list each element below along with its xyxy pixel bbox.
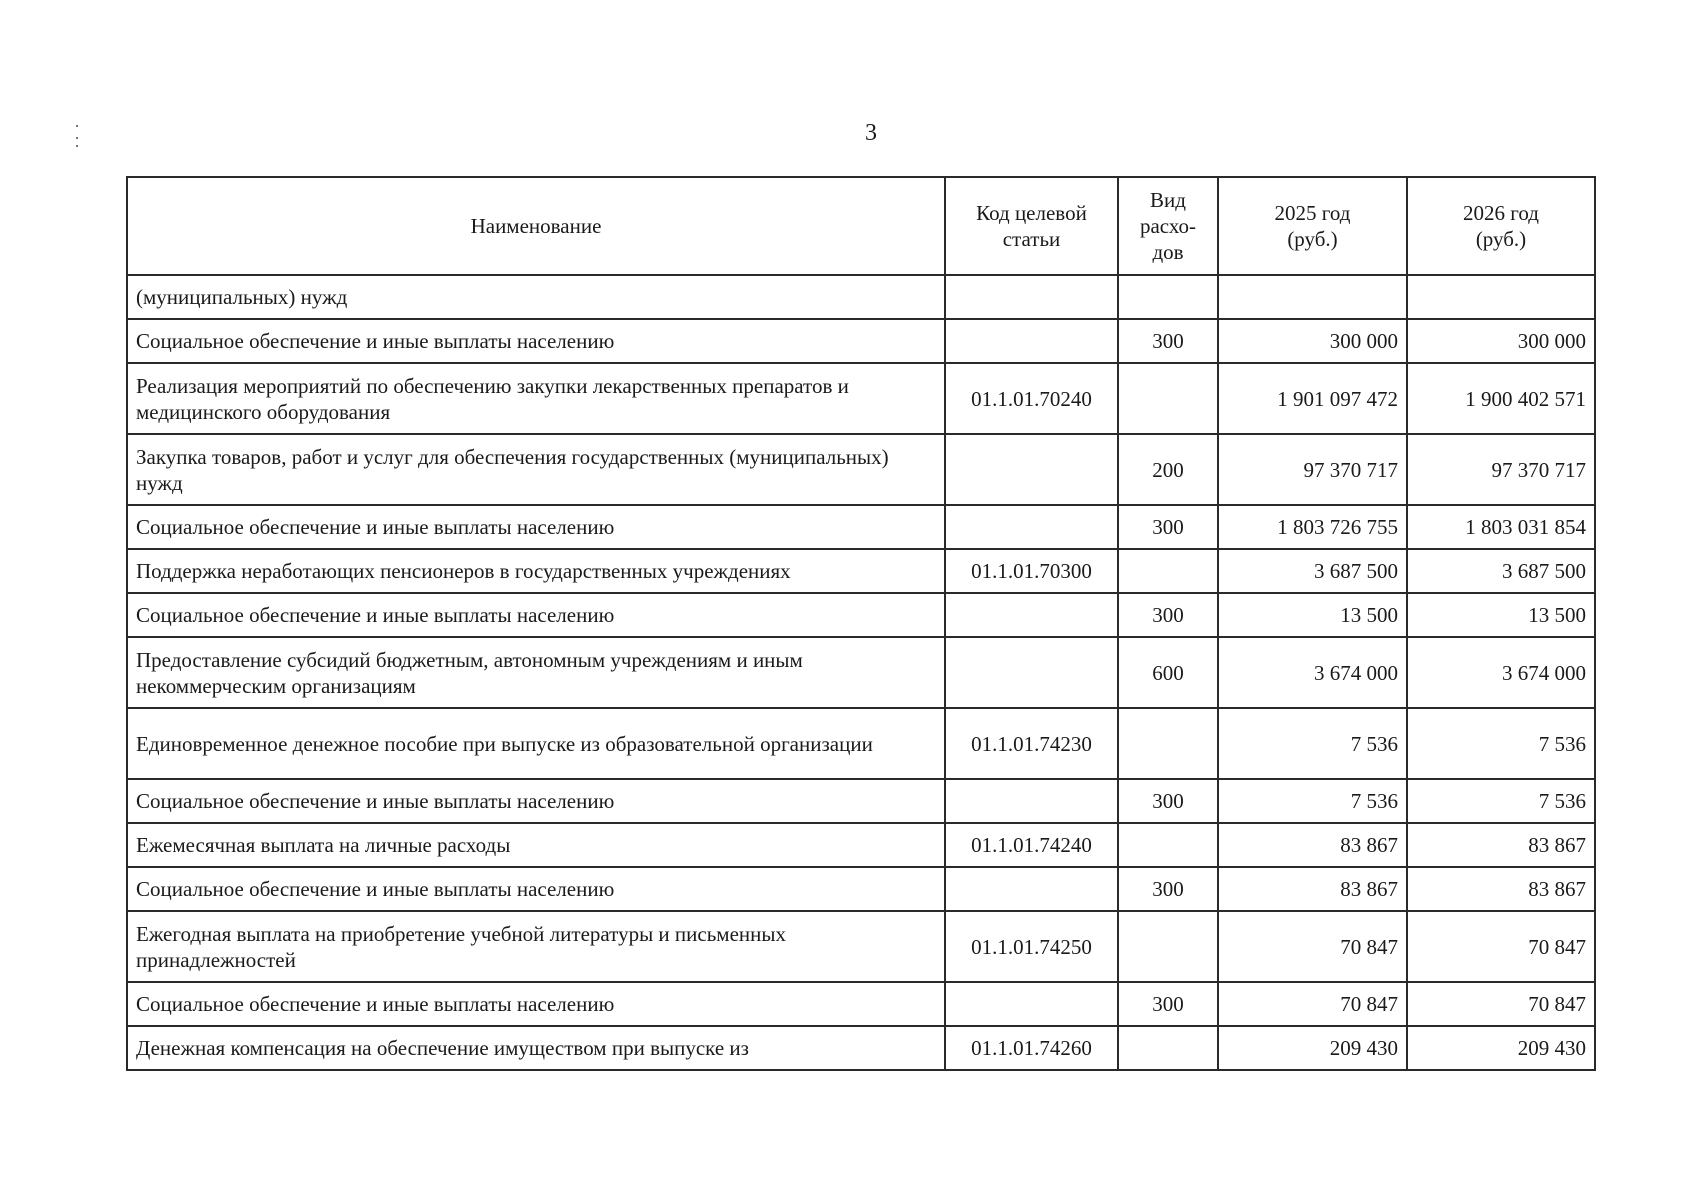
header-type-line: Вид bbox=[1150, 188, 1186, 212]
cell-2026 bbox=[1407, 275, 1595, 319]
cell-name: Социальное обеспечение и иные выплаты населению bbox=[127, 779, 945, 823]
cell-2026: 83 867 bbox=[1407, 823, 1595, 867]
table-row bbox=[127, 823, 1595, 867]
header-code-line: статьи bbox=[1002, 227, 1061, 251]
cell-name: Денежная компенсация на обеспечение имуществом при выпуске из bbox=[127, 1026, 945, 1070]
cell-name: Реализация мероприятий по обеспечению закупки лекарственных препаратов и медицинского оборудования bbox=[127, 363, 945, 434]
table-row bbox=[127, 319, 1595, 363]
cell-code bbox=[945, 867, 1118, 911]
cell-2026: 83 867 bbox=[1407, 867, 1595, 911]
scan-speck bbox=[76, 125, 78, 127]
cell-code bbox=[945, 779, 1118, 823]
cell-2025: 83 867 bbox=[1218, 867, 1407, 911]
cell-name: Социальное обеспечение и иные выплаты населению bbox=[127, 505, 945, 549]
cell-name: Социальное обеспечение и иные выплаты населению bbox=[127, 867, 945, 911]
scan-speck bbox=[76, 145, 78, 147]
cell-code bbox=[945, 434, 1118, 505]
table-row bbox=[127, 708, 1595, 779]
column-header-code bbox=[945, 177, 1118, 275]
cell-2025: 13 500 bbox=[1218, 593, 1407, 637]
cell-2025: 97 370 717 bbox=[1218, 434, 1407, 505]
cell-expense-type bbox=[1118, 363, 1218, 434]
cell-expense-type: 300 bbox=[1118, 593, 1218, 637]
column-header-name: Наименование bbox=[127, 177, 945, 275]
header-type-line: расхо- bbox=[1139, 214, 1197, 238]
cell-2025: 209 430 bbox=[1218, 1026, 1407, 1070]
cell-name: Ежемесячная выплата на личные расходы bbox=[127, 823, 945, 867]
cell-2026: 97 370 717 bbox=[1407, 434, 1595, 505]
cell-expense-type: 200 bbox=[1118, 434, 1218, 505]
budget-table bbox=[126, 176, 1596, 1071]
table-row bbox=[127, 911, 1595, 982]
table-row bbox=[127, 637, 1595, 708]
cell-2025: 1 901 097 472 bbox=[1218, 363, 1407, 434]
cell-2025: 70 847 bbox=[1218, 982, 1407, 1026]
cell-2025: 70 847 bbox=[1218, 911, 1407, 982]
table-body bbox=[127, 275, 1595, 1070]
cell-code bbox=[945, 275, 1118, 319]
cell-name: Единовременное денежное пособие при выпуске из образовательной организации bbox=[127, 708, 945, 779]
cell-expense-type bbox=[1118, 275, 1218, 319]
cell-2025: 83 867 bbox=[1218, 823, 1407, 867]
cell-name: Ежегодная выплата на приобретение учебной литературы и письменных принадлежностей bbox=[127, 911, 945, 982]
cell-code: 01.1.01.70300 bbox=[945, 549, 1118, 593]
cell-name: Предоставление субсидий бюджетным, автономным учреждениям и иным некоммерческим организациям bbox=[127, 637, 945, 708]
cell-code bbox=[945, 637, 1118, 708]
cell-expense-type: 300 bbox=[1118, 505, 1218, 549]
table-row bbox=[127, 779, 1595, 823]
cell-2026: 70 847 bbox=[1407, 911, 1595, 982]
table-row bbox=[127, 982, 1595, 1026]
header-2026-line: 2026 год bbox=[1463, 201, 1539, 225]
header-2026-line: (руб.) bbox=[1475, 227, 1527, 251]
cell-code: 01.1.01.70240 bbox=[945, 363, 1118, 434]
cell-expense-type bbox=[1118, 708, 1218, 779]
cell-name: (муниципальных) нужд bbox=[127, 275, 945, 319]
cell-2025: 1 803 726 755 bbox=[1218, 505, 1407, 549]
table-row bbox=[127, 549, 1595, 593]
page-number: 3 bbox=[865, 120, 877, 146]
table-row bbox=[127, 593, 1595, 637]
cell-2026: 3 674 000 bbox=[1407, 637, 1595, 708]
cell-expense-type bbox=[1118, 911, 1218, 982]
cell-expense-type: 600 bbox=[1118, 637, 1218, 708]
cell-code: 01.1.01.74240 bbox=[945, 823, 1118, 867]
cell-2025: 7 536 bbox=[1218, 779, 1407, 823]
table-row bbox=[127, 275, 1595, 319]
cell-name: Поддержка неработающих пенсионеров в государственных учреждениях bbox=[127, 549, 945, 593]
cell-2026: 1 803 031 854 bbox=[1407, 505, 1595, 549]
header-2025-line: 2025 год bbox=[1274, 201, 1351, 225]
table-header-row bbox=[127, 177, 1595, 275]
cell-name: Социальное обеспечение и иные выплаты населению bbox=[127, 982, 945, 1026]
cell-expense-type bbox=[1118, 823, 1218, 867]
header-type-line: дов bbox=[1152, 240, 1184, 264]
table-row bbox=[127, 505, 1595, 549]
cell-code bbox=[945, 319, 1118, 363]
cell-code: 01.1.01.74250 bbox=[945, 911, 1118, 982]
header-code-line: Код целевой bbox=[976, 201, 1087, 225]
column-header-type bbox=[1118, 177, 1218, 275]
cell-name: Социальное обеспечение и иные выплаты населению bbox=[127, 593, 945, 637]
table-row bbox=[127, 434, 1595, 505]
cell-expense-type: 300 bbox=[1118, 319, 1218, 363]
cell-code bbox=[945, 982, 1118, 1026]
cell-name: Закупка товаров, работ и услуг для обеспечения государственных (муниципальных) нужд bbox=[127, 434, 945, 505]
cell-expense-type bbox=[1118, 549, 1218, 593]
cell-name: Социальное обеспечение и иные выплаты населению bbox=[127, 319, 945, 363]
cell-code: 01.1.01.74230 bbox=[945, 708, 1118, 779]
cell-code bbox=[945, 505, 1118, 549]
table-row bbox=[127, 363, 1595, 434]
cell-expense-type: 300 bbox=[1118, 779, 1218, 823]
column-header-2026 bbox=[1407, 177, 1595, 275]
cell-code bbox=[945, 593, 1118, 637]
cell-2026: 300 000 bbox=[1407, 319, 1595, 363]
cell-2026: 7 536 bbox=[1407, 708, 1595, 779]
cell-2025: 7 536 bbox=[1218, 708, 1407, 779]
table-row bbox=[127, 1026, 1595, 1070]
cell-2026: 13 500 bbox=[1407, 593, 1595, 637]
cell-expense-type: 300 bbox=[1118, 982, 1218, 1026]
table-row bbox=[127, 867, 1595, 911]
column-header-2025 bbox=[1218, 177, 1407, 275]
cell-2026: 7 536 bbox=[1407, 779, 1595, 823]
scan-speck bbox=[76, 137, 78, 139]
cell-expense-type bbox=[1118, 1026, 1218, 1070]
cell-2026: 70 847 bbox=[1407, 982, 1595, 1026]
cell-2025: 3 674 000 bbox=[1218, 637, 1407, 708]
cell-2026: 1 900 402 571 bbox=[1407, 363, 1595, 434]
cell-2026: 3 687 500 bbox=[1407, 549, 1595, 593]
cell-2026: 209 430 bbox=[1407, 1026, 1595, 1070]
cell-code: 01.1.01.74260 bbox=[945, 1026, 1118, 1070]
cell-2025: 3 687 500 bbox=[1218, 549, 1407, 593]
cell-2025: 300 000 bbox=[1218, 319, 1407, 363]
cell-expense-type: 300 bbox=[1118, 867, 1218, 911]
header-2025-line: (руб.) bbox=[1287, 227, 1338, 251]
cell-2025 bbox=[1218, 275, 1407, 319]
